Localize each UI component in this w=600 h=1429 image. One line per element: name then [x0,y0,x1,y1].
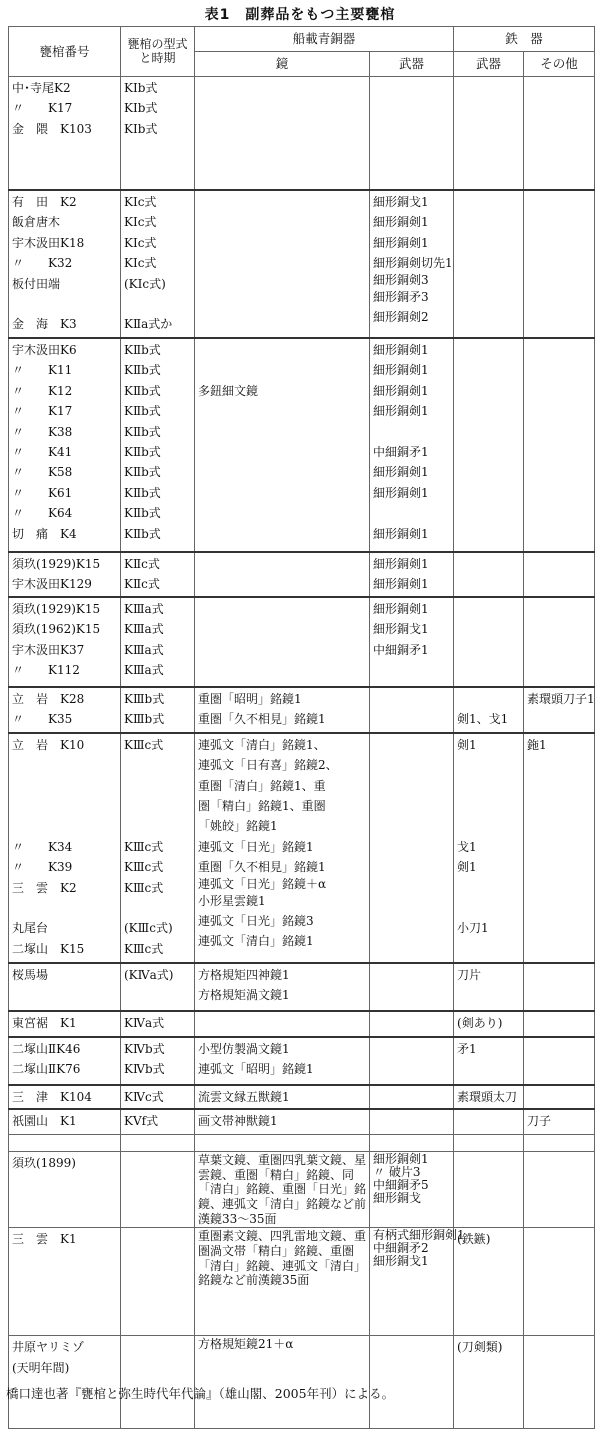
cell-type-line: KⅢa式 [124,622,164,637]
cell-bronze-weapon-line: 中細銅矛2 [373,1241,429,1256]
cell-iron-weapon-line [457,689,520,709]
cell-type-line: KⅠc式 [124,256,157,271]
cell-bronze-weapon [370,1152,454,1228]
cell-mirror: 草葉文鏡、重圏四乳葉文鏡、星雲鏡、重圏「精白」銘鏡、同「清白」銘鏡、重圏「日光」銘鏡、連弧文「清白」銘鏡など前漢鏡33～35面 [195,1152,370,1228]
cell-id [9,1152,121,1228]
cell-bronze-weapon-line: 中細銅矛1 [373,444,429,459]
cell-id-line [12,816,117,836]
cell-type-line: KⅡb式 [124,526,161,541]
cell-type-line: KⅢb式 [124,712,165,727]
cell-bronze-weapon [370,338,454,552]
cell-mirror-line: 重圏「久不相見」銘鏡1 [198,712,326,727]
cell-id [9,687,121,733]
table-body [9,77,595,1429]
cell-iron-weapon-line [457,898,520,918]
cell-mirror-line: 流雲文縁五獣鏡1 [198,1089,290,1104]
cell-iron-other [524,963,595,1011]
cell-id-line: 有 田 K2 [12,195,77,209]
cell-bronze-weapon-line: 細形銅剣1 [373,1152,429,1167]
cell-id-line: 二塚山ⅡK76 [12,1062,81,1077]
cell-iron-weapon [454,338,524,552]
cell-iron-other [524,190,595,338]
cell-iron-weapon-line: (剣あり) [457,1015,503,1030]
cell-type-line: KⅣb式 [124,1062,165,1077]
cell-id-line: 〃 K11 [12,363,73,378]
cell-mirror [195,963,370,1011]
cell-mirror-line: 連弧文「清白」銘鏡1、 [198,737,326,752]
cell-id-line: 宇木汲田K129 [12,577,92,592]
cell-type-line: KⅡb式 [124,363,161,378]
cell-id-line: 東宮裾 K1 [12,1015,77,1030]
cell-mirror [195,597,370,687]
cell-bronze-weapon-line: 細形銅剣1 [373,363,429,378]
spacer-cell [524,1135,595,1152]
cell-id-line: 立 岩 K28 [12,691,85,706]
table-row [9,1011,595,1037]
spacer-cell [454,1135,524,1152]
cell-type-line [124,1153,191,1173]
cell-mirror [195,1109,370,1135]
cell-id [9,1037,121,1085]
table-row [9,733,595,963]
cell-type-line: KⅠb式 [124,101,158,116]
cell-id-line: 二塚山ⅡK46 [12,1041,81,1056]
cell-bronze-weapon [370,552,454,597]
cell-type-line: KⅡa式か [124,317,173,332]
header-bronze-weapon: 武器 [370,52,454,77]
cell-bronze-weapon-line: 細形銅剣1 [373,215,429,230]
cell-id-line: 板付田端 [12,276,61,291]
table-row [9,687,595,733]
cell-iron-other [524,687,595,733]
cell-iron-other [524,552,595,597]
cell-iron-weapon-line [457,816,520,836]
cell-id-line: 須玖(1962)K15 [12,622,101,637]
cell-type [121,552,195,597]
cell-bronze-weapon-line: 細形銅戈1 [373,195,429,209]
table-row [9,963,595,1011]
header-mirror: 鏡 [195,52,370,77]
cell-type [121,1085,195,1109]
cell-type-line: KⅡb式 [124,343,161,357]
cell-type-line: KⅡc式 [124,557,160,571]
cell-iron-weapon-line: 刀片 [457,967,482,982]
header-type: 甕棺の型式と時期 [121,27,195,77]
cell-mirror-line: 小型仿製渦文鏡1 [198,1041,290,1056]
cell-id-line: 金 隈 K103 [12,121,92,136]
table-row [9,597,595,687]
cell-type-line: KⅣc式 [124,1089,164,1104]
cell-bronze-weapon-line: 細形銅戈 [373,1191,422,1206]
cell-iron-weapon-line: 矛1 [457,1041,477,1056]
cell-id [9,1011,121,1037]
cell-type-line: (KⅢc式) [124,921,173,936]
cell-bronze-weapon-line: 細形銅剣1 [373,601,429,616]
cell-bronze-weapon-line: 中細銅矛5 [373,1178,429,1193]
cell-bronze-weapon [370,733,454,963]
cell-id-line: 金 海 K3 [12,317,77,332]
table-row [9,1109,595,1135]
cell-type-line: (KⅠc式) [124,276,166,291]
cell-mirror-line: 圏「精白」銘鏡1、重圏 [198,798,326,813]
cell-type [121,1152,195,1228]
cell-type-line: KⅠc式 [124,235,157,250]
spacer-cell [370,1135,454,1152]
cell-type-line [124,1337,191,1357]
cell-type-line: KⅡc式 [124,577,160,592]
cell-type-line: KⅢa式 [124,642,164,657]
table-row [9,338,595,552]
cell-id-line: 〃 K17 [12,101,73,116]
cell-id-line: 〃 K112 [12,662,80,677]
cell-iron-weapon [454,597,524,687]
cell-id [9,733,121,963]
cell-bronze-weapon [370,1085,454,1109]
cell-iron-weapon [454,190,524,338]
cell-iron-other-line: 鉇1 [527,737,547,752]
cell-id-line: 〃 K38 [12,424,73,439]
cell-bronze-weapon-line [373,660,450,680]
artifacts-table [8,26,595,1429]
cell-id-line: 三 津 K104 [12,1089,92,1104]
cell-iron-weapon [454,733,524,963]
cell-iron-weapon-line: 剣1、戈1 [457,712,509,727]
header-bronze: 船載青銅器 [195,27,454,52]
cell-mirror-line [198,360,366,380]
cell-iron-weapon [454,1336,524,1429]
cell-id-line: 飯倉唐木 [12,215,61,230]
cell-iron-other [524,1336,595,1429]
cell-mirror-line: 重圏「昭明」銘鏡1 [198,691,302,706]
cell-type [121,1109,195,1135]
cell-bronze-weapon-line: 細形銅剣3 [373,272,429,287]
cell-type-line: KⅠb式 [124,121,158,136]
cell-id-line: 祇園山 K1 [12,1114,77,1129]
cell-bronze-weapon [370,77,454,191]
header-id: 甕棺番号 [9,27,121,77]
cell-type-line: KⅡb式 [124,383,161,398]
cell-iron-other [524,1011,595,1037]
cell-type-line: KⅡb式 [124,465,161,480]
cell-id-line: 井原ヤリミゾ [12,1340,85,1355]
cell-iron-other [524,1228,595,1336]
cell-bronze-weapon-line: 細形銅剣1 [373,383,429,398]
cell-bronze-weapon-line: 細形銅剣1 [373,235,429,250]
cell-mirror-line: 小形星雲鏡1 [198,893,266,908]
cell-id [9,1336,121,1429]
cell-type [121,687,195,733]
cell-iron-weapon-line: 剣1 [457,737,477,752]
cell-iron-weapon-line: (鉄鏃) [457,1232,491,1247]
cell-bronze-weapon [370,597,454,687]
cell-type-line: KⅡb式 [124,404,161,419]
cell-iron-weapon-line [457,755,520,775]
cell-id-line [12,294,117,314]
spacer-cell [9,1135,121,1152]
cell-id [9,77,121,191]
cell-mirror-line: 「姚皎」銘鏡1 [198,819,278,834]
cell-bronze-weapon-line: 細形銅剣1 [373,465,429,480]
cell-mirror [195,77,370,191]
cell-bronze-weapon [370,1109,454,1135]
cell-id-line: 〃 K39 [12,860,73,875]
cell-iron-weapon [454,1228,524,1336]
cell-mirror [195,552,370,597]
cell-bronze-weapon [370,1011,454,1037]
cell-iron-weapon-line: 素環頭太刀 [457,1089,518,1104]
header-iron: 鉄 器 [454,27,595,52]
cell-iron-weapon-line [457,939,520,959]
cell-id [9,1109,121,1135]
table-row [9,77,595,191]
cell-mirror-line: 多鈕細文鏡 [198,383,259,398]
cell-bronze-weapon-line: 細形銅矛3 [373,289,429,304]
cell-iron-weapon-line: 戈1 [457,839,477,854]
cell-bronze-weapon-line [373,503,450,523]
cell-id-line: 〃 K35 [12,712,73,727]
cell-mirror-line: 重圏「清白」銘鏡1、重 [198,778,326,793]
cell-type-line: KⅠc式 [124,195,157,209]
cell-type-line: KⅠc式 [124,215,157,230]
cell-id-line: 三 雲 K2 [12,880,77,895]
cell-type-line: KⅡb式 [124,485,161,500]
cell-iron-weapon [454,1011,524,1037]
cell-id-line: 切 痛 K4 [12,526,77,541]
cell-bronze-weapon-line: 細形銅剣1 [373,577,429,592]
cell-iron-weapon [454,77,524,191]
spacer-row [9,1135,595,1152]
cell-bronze-weapon-line: 細形銅剣2 [373,309,429,324]
source-citation: 橋口達也著『甕棺と弥生時代年代論』（雄山閣、2005年刊）による。 [6,1386,395,1401]
cell-id-line: 〃 K61 [12,485,73,500]
cell-id-line: (天明年間) [12,1360,70,1375]
cell-iron-other [524,77,595,191]
cell-type [121,733,195,963]
cell-type-line [124,796,191,816]
cell-mirror-line: 方格規矩渦文鏡1 [198,988,290,1003]
header-iron-weapon: 武器 [454,52,524,77]
cell-id [9,1085,121,1109]
cell-id [9,190,121,338]
cell-id-line: 宇木汲田K6 [12,343,77,357]
cell-type [121,190,195,338]
cell-id-line: 宇木汲田K18 [12,235,85,250]
cell-iron-weapon [454,1152,524,1228]
table-row [9,1336,595,1429]
cell-bronze-weapon-line: 細形銅剣1 [373,526,429,541]
cell-id-line [12,898,117,918]
cell-id-line [12,796,117,816]
cell-bronze-weapon-line [373,422,450,442]
cell-mirror [195,1085,370,1109]
cell-type-line: KⅤf式 [124,1114,159,1129]
cell-iron-weapon-line: 剣1 [457,860,477,875]
cell-id-line: 立 岩 K10 [12,737,85,752]
cell-type [121,338,195,552]
cell-iron-weapon-line [457,776,520,796]
cell-mirror [195,1011,370,1037]
table-title: 表1 副葬品をもつ主要甕棺 [204,7,396,23]
cell-type-line [124,294,191,314]
cell-id-line: 三 雲 K1 [12,1232,77,1247]
cell-bronze-weapon [370,1336,454,1429]
table-row [9,190,595,338]
cell-id-line: 桜馬場 [12,967,49,982]
cell-iron-other [524,1037,595,1085]
cell-type-line: KⅣa式 [124,1015,165,1030]
cell-bronze-weapon-line: 細形銅戈1 [373,1254,429,1269]
cell-type-line [124,898,191,918]
cell-iron-other [524,1109,595,1135]
table-row [9,1152,595,1228]
cell-type-line [124,776,191,796]
cell-bronze-weapon-line: 細形銅剣切先1 [373,256,453,271]
cell-iron-weapon [454,1037,524,1085]
cell-id-line: 〃 K64 [12,506,73,521]
cell-type-line: KⅡb式 [124,424,161,439]
cell-type-line: KⅢc式 [124,860,164,875]
cell-id-line [12,776,117,796]
cell-id-line: 〃 K41 [12,444,73,459]
cell-mirror [195,687,370,733]
cell-bronze-weapon [370,1037,454,1085]
cell-iron-weapon-line [457,878,520,898]
cell-id-line: 丸尾台 [12,921,49,936]
cell-mirror [195,1037,370,1085]
cell-mirror-line: 連弧文「日光」銘鏡＋α [198,876,327,891]
cell-type-line: KⅢa式 [124,601,164,616]
cell-iron-other-line [527,709,591,729]
cell-type-line: KⅠb式 [124,81,158,95]
cell-mirror-line: 重圏「久不相見」銘鏡1 [198,860,326,875]
cell-iron-other [524,1152,595,1228]
cell-mirror: 重圏素文鏡、四乳雷地文鏡、重圏渦文帯「精白」銘鏡、重圏「清白」銘鏡、連弧文「清白」銘鏡など前漢鏡35面 [195,1228,370,1336]
cell-id-line: 須玖(1899) [12,1156,76,1171]
cell-id-line [12,755,117,775]
cell-type [121,963,195,1011]
cell-type-line [124,755,191,775]
cell-id-line: 〃 K34 [12,839,73,854]
cell-bronze-weapon [370,963,454,1011]
table-row [9,552,595,597]
cell-iron-weapon-line [457,796,520,816]
cell-id-line: 〃 K32 [12,256,73,271]
cell-iron-weapon [454,1085,524,1109]
cell-type-line: KⅢc式 [124,737,164,752]
cell-id-line: 二塚山 K15 [12,941,85,956]
cell-type-line: KⅢc式 [124,880,164,895]
cell-bronze-weapon-line: 細形銅剣1 [373,343,429,357]
table-row [9,1085,595,1109]
cell-type [121,1336,195,1429]
cell-bronze-weapon [370,687,454,733]
cell-iron-other [524,338,595,552]
cell-mirror-line: 連弧文「日有喜」銘鏡2、 [198,758,338,773]
cell-type [121,1228,195,1336]
cell-type-line: KⅢa式 [124,662,164,677]
cell-type [121,1011,195,1037]
cell-mirror-line: 画文帯神獣鏡1 [198,1114,278,1129]
cell-mirror [195,733,370,963]
cell-mirror-line: 連弧文「日光」銘鏡3 [198,913,314,928]
cell-id [9,338,121,552]
cell-iron-weapon [454,552,524,597]
cell-bronze-weapon-line: 〃 破片3 [373,1165,421,1180]
spacer-cell [121,1135,195,1152]
cell-mirror: 方格規矩鏡21＋α [195,1336,370,1429]
cell-bronze-weapon-line: 細形銅戈1 [373,622,429,637]
cell-type-line: KⅡb式 [124,506,161,521]
cell-id [9,597,121,687]
cell-mirror-line: 連弧文「清白」銘鏡1 [198,934,314,949]
cell-bronze-weapon-line: 中細銅矛1 [373,642,429,657]
cell-type-line: KⅢb式 [124,691,165,706]
cell-bronze-weapon-line: 細形銅剣1 [373,557,429,571]
cell-id-line: 〃 K17 [12,404,73,419]
cell-type-line: KⅡb式 [124,444,161,459]
cell-iron-other-line: 刀子 [527,1114,552,1129]
cell-id [9,1228,121,1336]
cell-mirror-line: 連弧文「昭明」銘鏡1 [198,1062,314,1077]
cell-mirror-line: 方格規矩四神鏡1 [198,967,290,982]
cell-type-line: KⅣb式 [124,1041,165,1056]
cell-type [121,1037,195,1085]
cell-type-line [124,1229,191,1249]
cell-bronze-weapon-line: 細形銅剣1 [373,485,429,500]
cell-type-line: KⅢc式 [124,941,164,956]
cell-id-line: 〃 K12 [12,383,73,398]
cell-iron-other [524,733,595,963]
cell-id-line: 宇木汲田K37 [12,642,85,657]
cell-mirror-line [198,340,366,360]
cell-iron-other [524,597,595,687]
cell-mirror [195,338,370,552]
cell-id [9,963,121,1011]
cell-bronze-weapon [370,1228,465,1336]
cell-iron-weapon-line: (刀剣類) [457,1340,503,1355]
cell-id-line: 須玖(1929)K15 [12,557,101,571]
cell-type-line: (KⅣa式) [124,967,174,982]
spacer-cell [195,1135,370,1152]
cell-id [9,552,121,597]
cell-type [121,77,195,191]
cell-id-line: 中･寺尾K2 [12,81,71,95]
cell-bronze-weapon-line: 細形銅剣1 [373,404,429,419]
cell-type [121,597,195,687]
cell-mirror-line: 連弧文「日光」銘鏡1 [198,839,314,854]
cell-type-line: KⅢc式 [124,839,164,854]
cell-iron-weapon [454,963,524,1011]
cell-iron-other [524,1085,595,1109]
cell-type-line [124,816,191,836]
cell-iron-other-line: 素環頭刀子1 [527,691,595,706]
table-row [9,1037,595,1085]
cell-id-line: 〃 K58 [12,465,73,480]
cell-id-line: 須玖(1929)K15 [12,601,101,616]
cell-iron-weapon-line: 小刀1 [457,921,489,936]
cell-iron-weapon [454,687,524,733]
cell-iron-weapon [454,1109,524,1135]
cell-bronze-weapon [370,190,454,338]
header-iron-other: その他 [524,52,595,77]
cell-mirror [195,190,370,338]
table-row [9,1228,595,1336]
cell-bronze-weapon-line: 有柄式細形銅剣1 [373,1228,465,1243]
